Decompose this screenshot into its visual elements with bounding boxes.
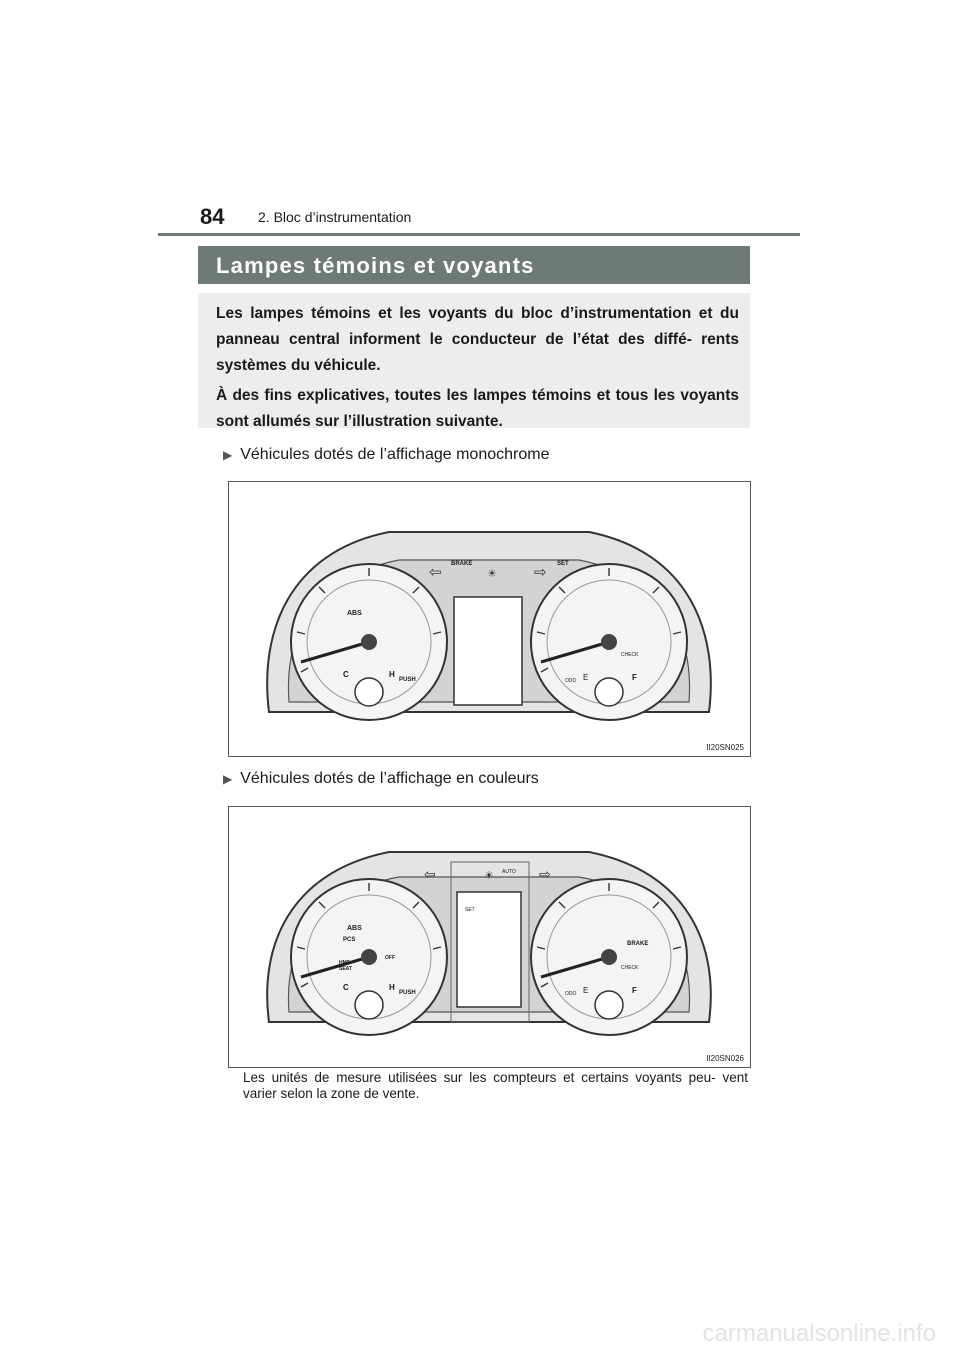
bullet-triangle-icon: ▶ [223,448,233,462]
svg-text:⇦: ⇦ [429,564,442,581]
gauge-h-label: H [389,670,395,679]
figure-1-code: II20SN025 [706,743,744,752]
gauge-e-label: E [583,673,589,682]
svg-text:⇨: ⇨ [539,866,551,882]
hnd-seat-label: HND SEAT [339,960,352,972]
watermark: carmanualsonline.info [702,1320,936,1347]
svg-text:⇦: ⇦ [424,866,436,882]
figure-1-monochrome-cluster [228,481,751,757]
gauge-c-label: C [343,983,349,992]
pcs-label: PCS [343,937,356,943]
off-label: OFF [385,955,395,961]
set-label: SET [465,907,475,913]
gauge-f-label: F [632,986,637,995]
intro-paragraph-1: Les lampes témoins et les voyants du bloc d’instrumentation et du panneau central informent le conducteur de l’état des diffé- rents systèmes du véhicule. [216,305,739,374]
gauge-h-label: H [389,983,395,992]
bullet-triangle-icon: ▶ [223,772,233,786]
auto-label: AUTO [502,869,516,875]
gauge-c-label: C [343,670,349,679]
set-label: SET [557,561,569,567]
odo-label: ODO [565,991,577,997]
odo-label: ODO [565,678,577,684]
figure-2-code: II20SN026 [706,1054,744,1063]
svg-text:☀: ☀ [487,568,497,580]
section-title-bar [198,246,750,284]
svg-text:⇨: ⇨ [534,564,547,581]
intro-paragraph-2: À des fins explicatives, toutes les lampes témoins et tous les voyants sont allumés sur l’illustration suivante. [216,387,739,430]
header-rule [158,233,800,236]
gauge-e-label: E [583,986,589,995]
footnote: Les unités de mesure utilisées sur les compteurs et certains voyants peu- vent varier selon la zone de vente. [243,1070,748,1101]
section-title: Lampes témoins et voyants [216,253,535,278]
cluster-illustration-monochrome [229,482,750,756]
figure-2-caption-text: Véhicules dotés de l’affichage en couleurs [240,770,539,787]
check-label: CHECK [621,965,639,971]
push-label: PUSH [399,990,416,996]
abs-label: ABS [347,925,362,932]
brake-label: BRAKE [627,941,649,947]
intro-box [198,293,750,428]
abs-label: ABS [347,610,362,617]
running-title: 2. Bloc d’instrumentation [258,209,412,225]
svg-text:☀: ☀ [484,870,494,882]
brake-label: BRAKE [451,561,473,567]
gauge-f-label: F [632,673,637,682]
figure-1-caption [223,446,549,464]
push-label: PUSH [399,677,416,683]
figure-2-color-cluster [228,806,751,1068]
check-label: CHECK [621,652,639,658]
cluster-illustration-color [229,807,750,1067]
figure-2-caption [223,770,539,788]
page-number: 84 [200,204,225,229]
figure-1-caption-text: Véhicules dotés de l’affichage monochrome [240,446,550,463]
